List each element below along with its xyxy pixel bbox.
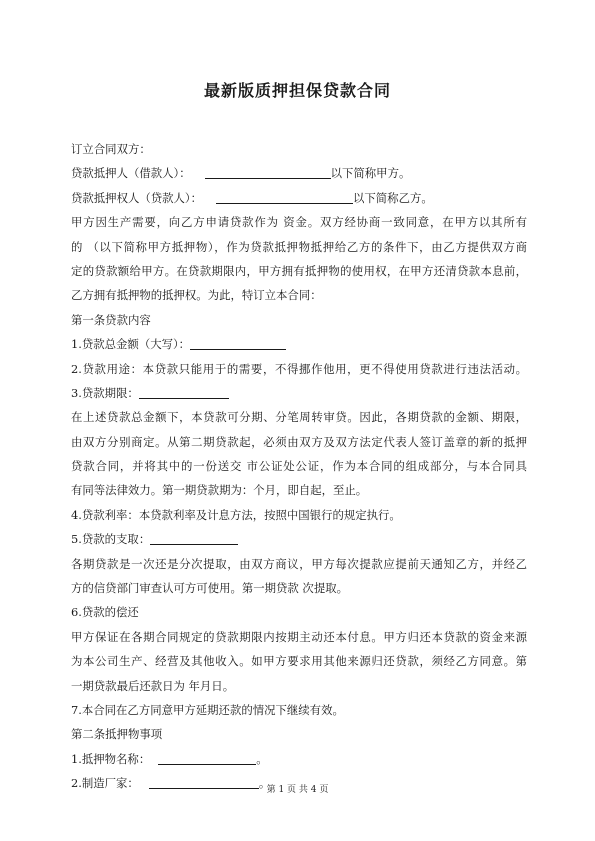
item1-label: 1.贷款总金额（大写）： xyxy=(71,337,191,352)
document-title: 最新版质押担保贷款合同 xyxy=(203,81,391,100)
item2-line: 2.贷款用途：本贷款只能用于的需要，不得挪作他用，更不得使用贷款进行违法活动。 xyxy=(71,361,527,376)
lender-line xyxy=(71,186,527,210)
withdrawal-blank[interactable] xyxy=(150,532,238,545)
page-footer: 第 1 页 共 4 页 xyxy=(266,785,329,795)
collateral-name-line xyxy=(71,747,527,771)
item7-line: 7.本合同在乙方同意甲方延期还款的情况下继续有效。 xyxy=(71,702,344,717)
collateral-name-blank[interactable] xyxy=(158,752,256,765)
preamble-line: 的 （以下简称甲方抵押物），作为贷款抵押物抵押给乙方的条件下，由乙方提供双方商 xyxy=(71,239,527,254)
loan-period-blank[interactable] xyxy=(139,386,229,399)
lender-blank[interactable] xyxy=(216,191,353,204)
borrower-line xyxy=(71,161,527,185)
item3-line xyxy=(71,381,527,405)
lender-suffix: 以下简称乙方。 xyxy=(353,190,433,205)
repay-paragraph-line: 为本公司生产、经营及其他收入。如甲方要求用其他来源归还贷款，须经乙方同意。第 xyxy=(71,654,527,669)
manufacturer-label: 2.制造厂家： xyxy=(71,776,139,791)
collateral-name-label: 1.抵押物名称： xyxy=(71,751,151,766)
article2-heading: 第二条抵押物事项 xyxy=(71,727,163,742)
item6-heading: 6.贷款的偿还 xyxy=(71,605,139,620)
lender-label: 贷款抵押权人（贷款人）： xyxy=(71,190,202,205)
period-paragraph-line: 有同等法律效力。第一期贷款期为：个月，即自起，至止。 xyxy=(71,483,368,498)
item5-label: 5.贷款的支取： xyxy=(71,532,151,547)
repay-paragraph-line: 甲方保证在各期合同规定的贷款期限内按期主动还本付息。甲方归还本贷款的资金来源 xyxy=(71,629,527,644)
borrower-label: 贷款抵押人（借款人）： xyxy=(71,166,191,181)
loan-amount-blank[interactable] xyxy=(190,337,286,350)
repay-paragraph-line: 一期贷款最后还款日为 年月日。 xyxy=(71,678,235,693)
period-paragraph-line: 由双方分别商定。从第二期贷款起，必须由双方及双方法定代表人签订盖章的新的抵押 xyxy=(71,434,527,449)
preamble-line: 乙方拥有抵押物的抵押权。为此，特订立本合同： xyxy=(71,288,322,303)
preamble-line: 甲方因生产需要，向乙方申请贷款作为 资金。双方经协商一致同意，在甲方以其所有 xyxy=(71,215,527,230)
item5-line xyxy=(71,527,527,551)
item1-line xyxy=(71,332,527,356)
contract-body xyxy=(71,137,527,796)
item3-label: 3.贷款期限： xyxy=(71,385,139,400)
article1-heading: 第一条贷款内容 xyxy=(71,312,151,327)
withdraw-paragraph-line: 各期贷款是一次还是分次提取，由双方商议，甲方每次提款应提前天通知乙方，并经乙 xyxy=(71,556,527,571)
borrower-suffix: 以下简称甲方。 xyxy=(330,166,411,181)
period-paragraph-line: 贷款合同，并将其中的一份送交 市公证处公证，作为本合同的组成部分，与本合同具 xyxy=(71,459,527,474)
parties-intro: 订立合同双方： xyxy=(71,142,151,156)
period-mark: 。 xyxy=(256,751,268,766)
preamble-line: 定的贷款额给甲方。在贷款期限内，甲方拥有抵押物的使用权，在甲方还清贷款本息前， xyxy=(71,263,527,278)
item4-line: 4.贷款利率：本贷款利率及计息方法，按照中国银行的规定执行。 xyxy=(71,507,401,522)
withdraw-paragraph-line: 方的信贷部门审查认可方可使用。第一期贷款 次提取。 xyxy=(71,581,348,596)
period-mark: 。 xyxy=(258,776,271,791)
borrower-blank[interactable] xyxy=(205,166,331,179)
period-paragraph-line: 在上述贷款总金额下，本贷款可分期、分笔周转审贷。因此，各期贷款的金额、期限， xyxy=(71,410,527,425)
